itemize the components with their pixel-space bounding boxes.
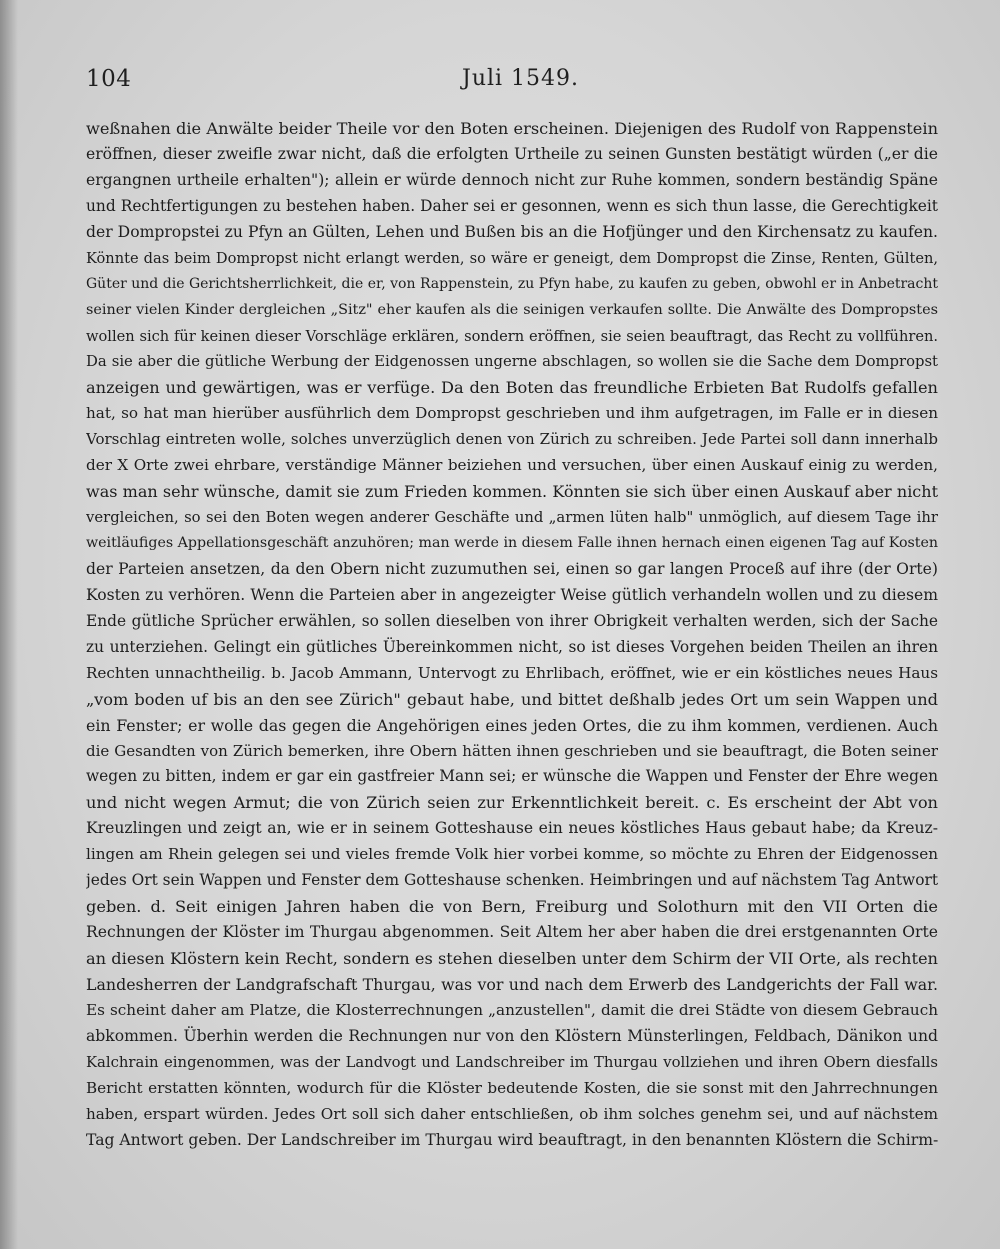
text-line: abkommen. Überhin werden die Rechnungen nur von den Klöstern Münsterlingen, Feldbach, Dänikon und [86, 1026, 938, 1045]
text-line: der Parteien ansetzen, da den Obern nicht zuzumuthen sei, einen so gar langen Proceß auf ihre (der Orte) [86, 559, 938, 578]
text-line: seiner vielen Kinder dergleichen „Sitz" eher kaufen als die seinigen verkaufen sollte. Die Anwälte des Dompropstes [86, 301, 938, 318]
text-line: der Dompropstei zu Pfyn an Gülten, Lehen und Bußen bis an die Hofjünger und den Kirchensatz zu kaufen. [86, 222, 938, 241]
text-line: Tag Antwort geben. Der Landschreiber im Thurgau wird beauftragt, in den benannten Klöstern die Schirm- [86, 1130, 938, 1149]
text-line: Bericht erstatten könnten, wodurch für die Klöster bedeutende Kosten, die sie sonst mit den Jahrrechnungen [86, 1078, 938, 1097]
text-line: Güter und die Gerichtsherrlichkeit, die er, von Rappenstein, zu Pfyn habe, zu kaufen zu geben, obwohl er in Anbetracht [86, 275, 938, 292]
text-line: jedes Ort sein Wappen und Fenster dem Gotteshause schenken. Heimbringen und auf nächstem Tag Antwort [86, 871, 938, 890]
text-line: anzeigen und gewärtigen, was er verfüge. Da den Boten das freundliche Erbieten Bat Rudolfs gefallen [86, 378, 938, 398]
text-line: die Gesandten von Zürich bemerken, ihre Obern hätten ihnen geschrieben und sie beauftragt, die Boten seiner [86, 741, 938, 760]
text-line: wollen sich für keinen dieser Vorschläge erklären, sondern eröffnen, sie seien beauftragt, das Recht zu vollführen. [86, 327, 938, 345]
text-line: eröffnen, dieser zweifle zwar nicht, daß die erfolgten Urtheile zu seinen Gunsten bestätigt würden („er die [86, 144, 938, 163]
page-number: 104 [86, 66, 132, 92]
text-line: Ende gütliche Sprücher erwählen, so sollen dieselben von ihrer Obrigkeit verhalten werden, sich der Sache [86, 611, 938, 630]
text-line: und nicht wegen Armut; die von Zürich seien zur Erkenntlichkeit bereit. c. Es erscheint der Abt von [86, 793, 938, 813]
text-line: Rechten unnachtheilig. b. Jacob Ammann, Untervogt zu Ehrlibach, eröffnet, wie er ein köstliches neues Haus [86, 663, 938, 682]
text-line: und Rechtfertigungen zu bestehen haben. Daher sei er gesonnen, wenn es sich thun lasse, die Gerechtigkeit [86, 196, 938, 215]
text-line: haben, erspart würden. Jedes Ort soll sich daher entschließen, ob ihm solches genehm sei, und auf nächstem [86, 1104, 938, 1123]
text-line: an diesen Klöstern kein Recht, sondern es stehen dieselben unter dem Schirm der VII Orte, als rechten [86, 949, 938, 968]
text-line: Vorschlag eintreten wolle, solches unverzüglich denen von Zürich zu schreiben. Jede Partei soll dann innerhalb [86, 430, 938, 449]
text-line: lingen am Rhein gelegen sei und vieles fremde Volk hier vorbei komme, so möchte zu Ehren der Eidgenossen [86, 845, 938, 864]
text-line: hat, so hat man hierüber ausführlich dem Dompropst geschrieben und ihm aufgetragen, im Falle er in diesen [86, 404, 938, 423]
text-line: wegen zu bitten, indem er gar ein gastfreier Mann sei; er wünsche die Wappen und Fenster der Ehre wegen [86, 767, 938, 786]
running-head [86, 66, 938, 102]
text-line: Es scheint daher am Platze, die Klosterrechnungen „anzustellen", damit die drei Städte von diesem Gebrauch [86, 1000, 938, 1019]
text-line: ein Fenster; er wolle das gegen die Angehörigen eines jeden Ortes, die zu ihm kommen, verdienen. Auch [86, 715, 938, 735]
text-line: Kreuzlingen und zeigt an, wie er in seinem Gotteshause ein neues köstliches Haus gebaut habe; da Kreuz- [86, 819, 938, 838]
text-line: der X Orte zwei ehrbare, verständige Männer beiziehen und versuchen, über einen Auskauf einig zu werden, [86, 456, 938, 475]
page-binding-shadow [0, 0, 18, 1249]
text-line: geben. d. Seit einigen Jahren haben die von Bern, Freiburg und Solothurn mit den VII Orten die [86, 897, 938, 917]
text-line: zu unterziehen. Gelingt ein gütliches Übereinkommen nicht, so ist dieses Vorgehen beiden Theilen an ihren [86, 637, 938, 656]
text-line: Kosten zu verhören. Wenn die Parteien aber in angezeigter Weise gütlich verhandeln wollen und zu diesem [86, 585, 938, 604]
text-line: Landesherren der Landgrafschaft Thurgau, was vor und nach dem Erwerb des Landgerichts der Fall war. [86, 974, 938, 994]
text-line: vergleichen, so sei den Boten wegen anderer Geschäfte und „armen lüten halb" unmöglich, auf diesem Tage ihr [86, 509, 938, 527]
text-line: Könnte das beim Dompropst nicht erlangt werden, so wäre er geneigt, dem Dompropst die Zinse, Renten, Gülten, [86, 249, 938, 267]
text-line: „vom boden uf bis an den see Zürich" gebaut habe, und bittet deßhalb jedes Ort um sein Wappen und [86, 689, 938, 709]
text-line: ergangnen urtheile erhalten"); allein er würde dennoch nicht zur Ruhe kommen, sondern beständig Späne [86, 170, 938, 189]
text-line: Kalchrain eingenommen, was der Landvogt und Landschreiber im Thurgau vollziehen und ihren Obern diesfalls [86, 1053, 938, 1071]
running-title: Juli 1549. [462, 66, 580, 91]
text-line: weßnahen die Anwälte beider Theile vor den Boten erscheinen. Diejenigen des Rudolf von Rappenstein [86, 119, 938, 138]
text-line: Rechnungen der Klöster im Thurgau abgenommen. Seit Altem her aber haben die drei erstgenannten Orte [86, 923, 938, 942]
body-text [86, 116, 938, 1154]
text-line: weitläufiges Appellationsgeschäft anzuhören; man werde in diesem Falle ihnen hernach einen eigenen Tag auf Kosten [86, 535, 938, 551]
text-line: Da sie aber die gütliche Werbung der Eidgenossen ungerne abschlagen, so wollen sie die Sache dem Dompropst [86, 353, 938, 371]
text-line: was man sehr wünsche, damit sie zum Frieden kommen. Könnten sie sich über einen Auskauf aber nicht [86, 482, 938, 502]
